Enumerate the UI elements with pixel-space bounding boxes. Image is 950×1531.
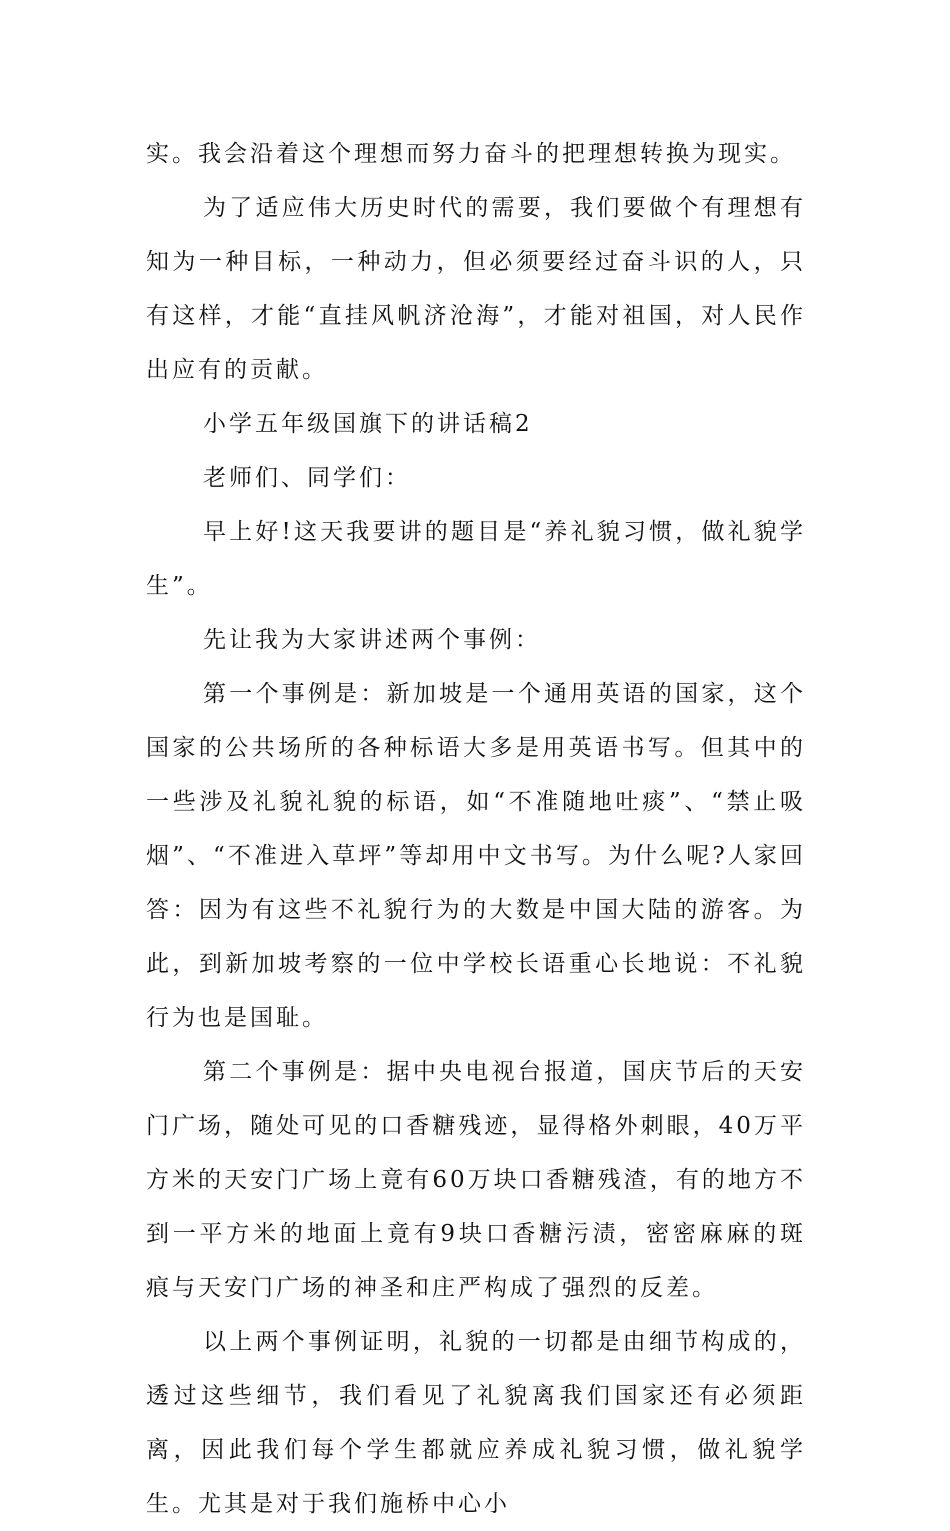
document-body: [146, 127, 806, 1531]
paragraph-intro-examples: 先让我为大家讲述两个事例：: [203, 627, 541, 653]
paragraph-example-one: 第一个事例是：新加坡是一个通用英语的国家，这个国家的公共场所的各种标语大多是用英语书写。但其中的一些涉及礼貌礼貌的标语，如“不准随地吐痰”、“禁止吸烟”、“不准进入草坪”等却用中文书写。为什么呢?人家回答：因为有这些不礼貌行为的大数是中国大陆的游客。为此，到新加坡考察的一位中学校长语重心长地说：不礼貌行为也是国耻。: [146, 681, 806, 1031]
paragraph-ideal: 为了适应伟大历史时代的需要，我们要做个有理想有知为一种目标，一种动力，但必须要经过奋斗识的人，只有这样，才能“直挂风帆济沧海”，才能对祖国，对人民作出应有的贡献。: [146, 195, 806, 383]
paragraph-continuation: 实。我会沿着这个理想而努力奋斗的把理想转换为现实。: [146, 141, 796, 167]
section-title: 小学五年级国旗下的讲话稿2: [203, 411, 533, 437]
paragraph-example-two: 第二个事例是：据中央电视台报道，国庆节后的天安门广场，随处可见的口香糖残迹，显得格外刺眼，40万平方米的天安门广场上竟有60万块口香糖残渣，有的地方不到一平方米的地面上竟有9块口香糖污渍，密密麻麻的斑痕与天安门广场的神圣和庄严构成了强烈的反差。: [146, 1059, 806, 1301]
paragraph-conclusion: 以上两个事例证明，礼貌的一切都是由细节构成的，透过这些细节，我们看见了礼貌离我们国家还有必须距离，因此我们每个学生都就应养成礼貌习惯，做礼貌学生。尤其是对于我们施桥中心小: [146, 1329, 806, 1517]
greeting-salutation: 老师们、同学们：: [203, 465, 411, 491]
greeting-topic: 早上好!这天我要讲的题目是“养礼貌习惯，做礼貌学生”。: [146, 519, 806, 599]
